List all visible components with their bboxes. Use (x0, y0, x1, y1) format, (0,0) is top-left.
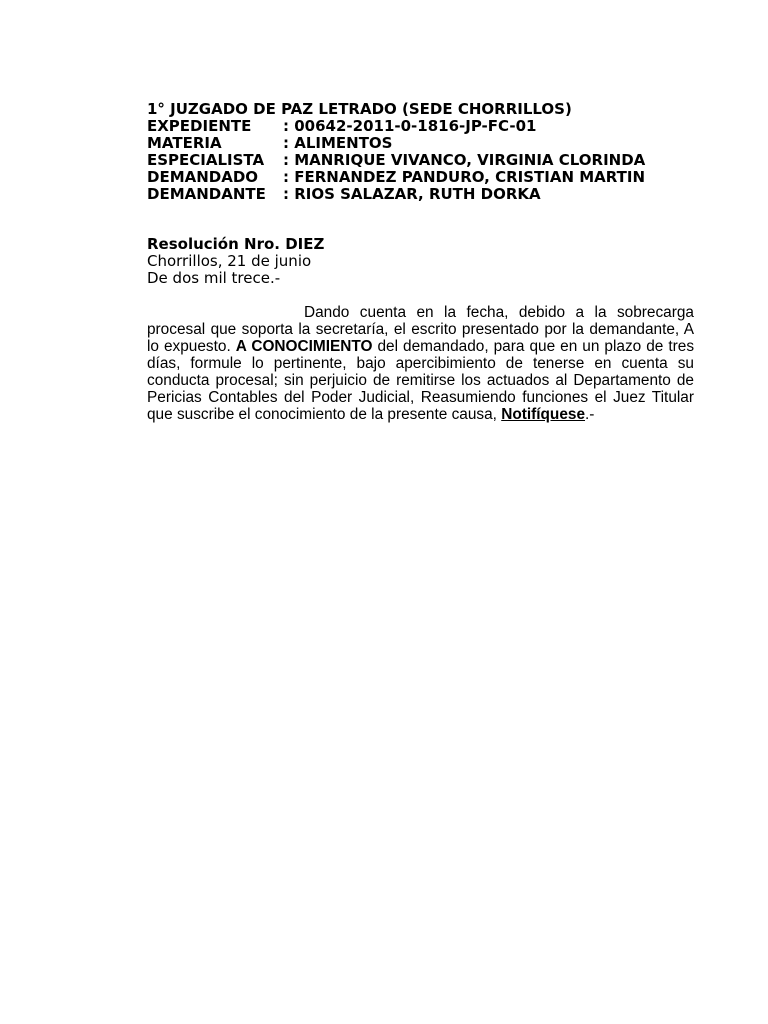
header-row-especialista (147, 152, 694, 169)
header-label: DEMANDANTE (147, 185, 266, 203)
header-label: DEMANDADO (147, 168, 259, 186)
notifiquese-emphasis: Notifíquese (501, 406, 586, 423)
header-label: EXPEDIENTE (147, 117, 252, 135)
resolution-body (147, 304, 694, 423)
case-header (147, 101, 694, 203)
header-label: ESPECIALISTA (147, 151, 265, 169)
resolution-year: De dos mil trece.- (147, 269, 281, 287)
body-text-part3: .- (585, 406, 595, 423)
header-row-demandante (147, 186, 694, 203)
document-page (147, 101, 694, 438)
header-row-expediente (147, 118, 694, 135)
header-value: : FERNANDEZ PANDURO, CRISTIAN MARTIN (283, 168, 645, 186)
conocimiento-emphasis: A CONOCIMIENTO (235, 338, 373, 355)
body-text-part1: Dando cuenta en la fecha, debido a la sobrecarga procesal que soporta la secretaría, el escrito presentado por la demandante, A lo expuesto. (147, 304, 694, 355)
header-label: MATERIA (147, 134, 222, 152)
resolution-place-date: Chorrillos, 21 de junio (147, 252, 312, 270)
header-value: : RIOS SALAZAR, RUTH DORKA (283, 185, 541, 203)
header-row-demandado (147, 169, 694, 186)
header-row-materia (147, 135, 694, 152)
resolution-block (147, 236, 694, 287)
resolution-title: Resolución Nro. DIEZ (147, 235, 325, 253)
header-value: : ALIMENTOS (283, 134, 393, 152)
header-value: : 00642-2011-0-1816-JP-FC-01 (283, 117, 537, 135)
court-name: 1° JUZGADO DE PAZ LETRADO (SEDE CHORRILLOS) (147, 100, 572, 118)
body-text-part2: del demandado, para que en un plazo de tres días, formule lo pertinente, bajo apercibimiento de tenerse en cuenta su conducta procesal; sin perjuicio de remitirse los actuados al Departamento de Pericias Contables del Poder Judicial, Reasumiendo funciones el Juez Titular que suscribe el conocimiento de la presente causa, (147, 338, 695, 423)
header-value: : MANRIQUE VIVANCO, VIRGINIA CLORINDA (283, 151, 646, 169)
